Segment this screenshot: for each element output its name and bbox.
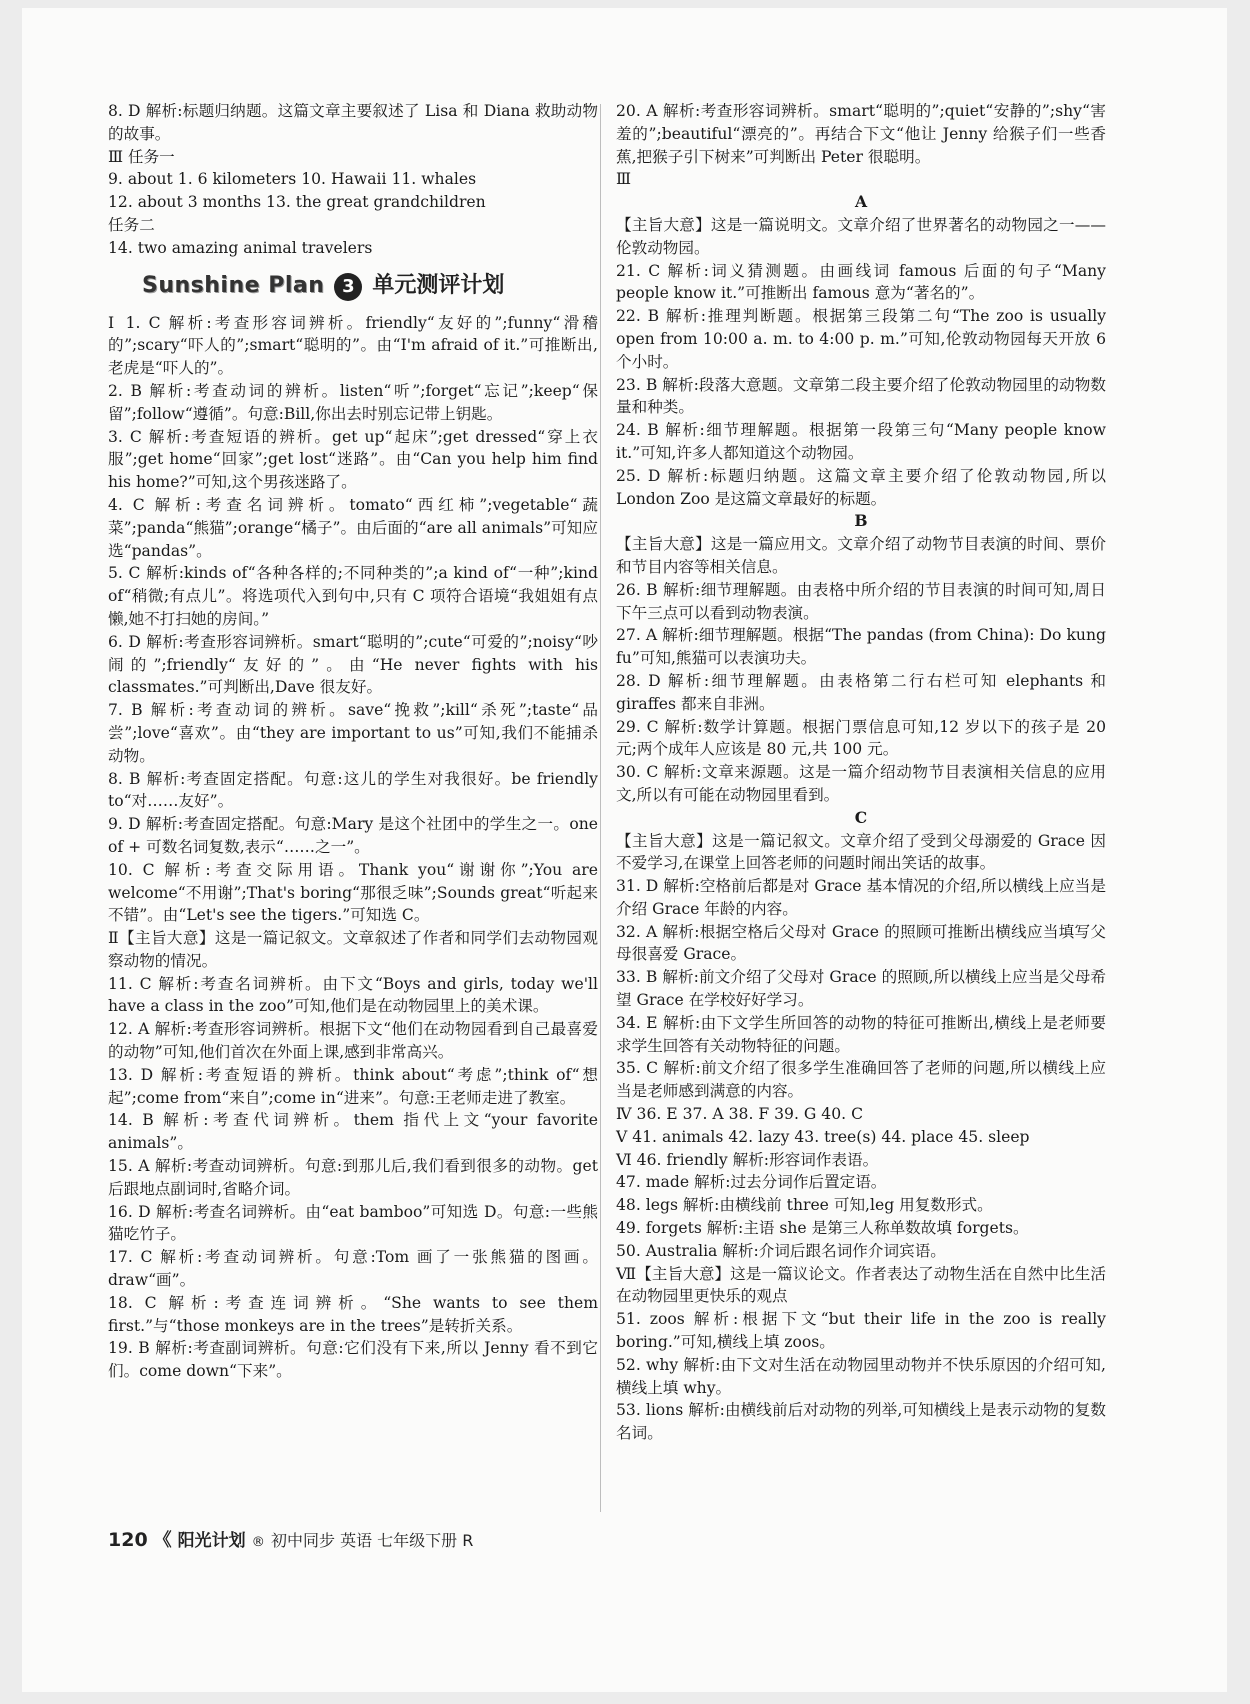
- answer-item: 12. about 3 months 13. the great grandchildren: [108, 193, 486, 212]
- answer-item: 17. C 解析:考查动词辨析。句意:Tom 画了一张熊猫的图画。draw“画”。: [108, 1248, 598, 1290]
- answer-item: 19. B 解析:考查副词辨析。句意:它们没有下来,所以 Jenny 看不到它们。come down“下来”。: [108, 1339, 598, 1381]
- answer-item: 27. A 解析:细节理解题。根据“The pandas (from China): Do kung fu”可知,熊猫可以表演功夫。: [616, 626, 1106, 668]
- answer-item: Ⅵ 46. friendly 解析:形容词作表语。: [616, 1150, 879, 1169]
- document-page: [22, 8, 1227, 1692]
- passage-heading: A: [854, 192, 868, 212]
- answer-item: 7. B 解析:考查动词的辨析。save“挽救”;kill“杀死”;taste“品尝”;love“喜欢”。由“they are important to us”可知,我们不能捕杀动物。: [108, 701, 598, 765]
- banner-plan-number: 3: [334, 273, 362, 301]
- answer-item: 47. made 解析:过去分词作后置定语。: [616, 1173, 887, 1192]
- section-marker: Ⅲ: [616, 170, 632, 189]
- left-column: [108, 100, 598, 1383]
- answer-item: 24. B 解析:细节理解题。根据第一段第三句“Many people know it.”可知,许多人都知道这个动物园。: [616, 421, 1106, 462]
- answer-item: 18. C 解析:考查连词辨析。“She wants to see them first.”与“those monkeys are in the trees”是转折关系。: [108, 1293, 598, 1335]
- brand-name: 阳光计划: [177, 1531, 246, 1551]
- page-number: 120: [108, 1529, 148, 1551]
- answer-item: 8. B 解析:考查固定搭配。句意:这儿的学生对我很好。be friendly to“对……友好”。: [108, 769, 598, 811]
- answer-item: 22. B 解析:推理判断题。根据第三段第二句“The zoo is usually open from 10:00 a. m. to 4:00 p. m.”可知,伦敦动物园每天开放 6 个小时。: [616, 307, 1106, 371]
- answer-item: Ⅴ 41. animals 42. lazy 43. tree(s) 44. place 45. sleep: [616, 1127, 1030, 1146]
- chevron-icon: 《: [153, 1530, 172, 1551]
- answer-item: 9. about 1. 6 kilometers 10. Hawaii 11. whales: [108, 170, 477, 189]
- banner-plan-text: Sunshine Plan: [142, 273, 325, 299]
- main-idea: 【主旨大意】这是一篇应用文。文章介绍了动物节目表演的时间、票价和节目内容等相关信息。: [616, 535, 1106, 576]
- answer-item: 28. D 解析:细节理解题。由表格第二行右栏可知 elephants 和 giraffes 都来自非洲。: [616, 671, 1106, 713]
- section-marker: Ⅲ 任务一: [108, 147, 175, 166]
- answer-item: 12. A 解析:考查形容词辨析。根据下文“他们在动物园看到自己最喜爱的动物”可知,他们首次在外面上课,感到非常高兴。: [108, 1020, 598, 1062]
- main-idea: Ⅱ【主旨大意】这是一篇记叙文。文章叙述了作者和同学们去动物园观察动物的情况。: [108, 929, 598, 970]
- answer-item: 31. D 解析:空格前后都是对 Grace 基本情况的介绍,所以横线上应当是介绍 Grace 年龄的内容。: [616, 877, 1106, 918]
- answer-item: 52. why 解析:由下文对生活在动物园里动物并不快乐原因的介绍可知,横线上填 why。: [616, 1355, 1106, 1397]
- answer-item: 14. B 解析:考查代词辨析。them 指代上文“your favorite animals”。: [108, 1111, 598, 1153]
- answer-item: 11. C 解析:考查名词辨析。由下文“Boys and girls, today we'll have a class in the zoo”可知,他们是在动物园里上的美术课。: [108, 974, 598, 1016]
- answer-item: 50. Australia 解析:介词后跟名词作介词宾语。: [616, 1241, 946, 1260]
- answer-item: 21. C 解析:词义猜测题。由画线词 famous 后面的句子“Many people know it.”可推断出 famous 意为“著名的”。: [616, 261, 1106, 303]
- answer-item: 25. D 解析:标题归纳题。这篇文章主要介绍了伦敦动物园,所以 London Zoo 是这篇文章最好的标题。: [616, 466, 1106, 508]
- answer-item: 4. C 解析:考查名词辨析。tomato“西红柿”;vegetable“蔬菜”;panda“熊猫”;orange“橘子”。由后面的“are all animals”可知应选“pandas”。: [108, 495, 598, 560]
- answer-item: 15. A 解析:考查动词辨析。句意:到那儿后,我们看到很多的动物。get 后跟地点副词时,省略介词。: [108, 1157, 598, 1198]
- answer-item: 48. legs 解析:由横线前 three 可知,leg 用复数形式。: [616, 1196, 993, 1215]
- answer-item: 3. C 解析:考查短语的辨析。get up“起床”;get dressed“穿上衣服”;get home“回家”;get lost“迷路”。由“Can you help him find his home?”可知,这个男孩迷路了。: [108, 427, 598, 492]
- answer-item: 30. C 解析:文章来源题。这是一篇介绍动物节目表演相关信息的应用文,所以有可能在动物园里看到。: [616, 763, 1106, 804]
- answer-item: 35. C 解析:前文介绍了很多学生准确回答了老师的问题,所以横线上应当是老师感到满意的内容。: [616, 1059, 1106, 1101]
- answer-item: 9. D 解析:考查固定搭配。句意:Mary 是这个社团中的学生之一。one of + 可数名词复数,表示“……之一”。: [108, 815, 598, 856]
- answer-item: 8. D 解析:标题归纳题。这篇文章主要叙述了 Lisa 和 Diana 救助动物的故事。: [108, 102, 598, 143]
- answer-item: 34. E 解析:由下文学生所回答的动物的特征可推断出,横线上是老师要求学生回答有关动物特征的问题。: [616, 1013, 1106, 1055]
- answer-item: Ⅰ 1. C 解析:考查形容词辨析。friendly“友好的”;funny“滑稽的”;scary“吓人的”;smart“聪明的”。由“I'm afraid of it.”可推断出,老虎是“吓人的”。: [108, 313, 598, 378]
- answer-item: 20. A 解析:考查形容词辨析。smart“聪明的”;quiet“安静的”;shy“害羞的”;beautiful“漂亮的”。再结合下文“他让 Jenny 给猴子们一些香蕉,把猴子引下树来”可判断出 Peter 很聪明。: [616, 102, 1106, 166]
- answer-item: 23. B 解析:段落大意题。文章第二段主要介绍了伦敦动物园里的动物数量和种类。: [616, 375, 1106, 417]
- column-divider: [600, 104, 601, 1512]
- main-idea: 【主旨大意】这是一篇说明文。文章介绍了世界著名的动物园之一——伦敦动物园。: [616, 215, 1106, 257]
- page-footer: [108, 1526, 473, 1552]
- answer-item: 26. B 解析:细节理解题。由表格中所介绍的节目表演的时间可知,周日下午三点可以看到动物表演。: [616, 580, 1106, 622]
- answer-item: 6. D 解析:考查形容词辨析。smart“聪明的”;cute“可爱的”;noisy“吵闹的”;friendly“友好的”。由“He never fights with his classmates.”可判断出,Dave 很友好。: [108, 632, 598, 697]
- answer-item: 10. C 解析:考查交际用语。Thank you“谢谢你”;You are welcome“不用谢”;That's boring“那很乏味”;Sounds great“听起来不错”。由“Let's see the tigers.”可知选 C。: [108, 860, 598, 925]
- answer-item: Ⅳ 36. E 37. A 38. F 39. G 40. C: [616, 1105, 863, 1124]
- answer-item: 49. forgets 解析:主语 she 是第三人称单数故填 forgets。: [616, 1219, 1029, 1238]
- answer-item: 53. lions 解析:由横线前后对动物的列举,可知横线上是表示动物的复数名词。: [616, 1401, 1106, 1443]
- unit-test-banner: [142, 264, 598, 310]
- registered-mark: ®: [251, 1535, 265, 1550]
- main-idea: Ⅶ【主旨大意】这是一篇议论文。作者表达了动物生活在自然中比生活在动物园里更快乐的观点: [616, 1264, 1106, 1306]
- passage-heading: B: [854, 511, 868, 531]
- passage-heading: C: [854, 807, 868, 827]
- answer-item: 14. two amazing animal travelers: [108, 238, 373, 257]
- answer-item: 33. B 解析:前文介绍了父母对 Grace 的照顾,所以横线上应当是父母希望 Grace 在学校好好学习。: [616, 968, 1106, 1010]
- answer-item: 16. D 解析:考查名词辨析。由“eat bamboo”可知选 D。句意:一些熊猫吃竹子。: [108, 1202, 598, 1244]
- answer-item: 2. B 解析:考查动词的辨析。listen“听”;forget“忘记”;keep“保留”;follow“遵循”。句意:Bill,你出去时别忘记带上钥匙。: [108, 381, 598, 423]
- answer-item: 51. zoos 解析:根据下文“but their life in the zoo is really boring.”可知,横线上填 zoos。: [616, 1310, 1106, 1352]
- answer-item: 32. A 解析:根据空格后父母对 Grace 的照顾可推断出横线应当填写父母很喜爱 Grace。: [616, 922, 1106, 964]
- answer-item: 29. C 解析:数学计算题。根据门票信息可知,12 岁以下的孩子是 20 元;两个成年人应该是 80 元,共 100 元。: [616, 717, 1106, 759]
- main-idea: 【主旨大意】这是一篇记叙文。文章介绍了受到父母溺爱的 Grace 因不爱学习,在课堂上回答老师的问题时闹出笑话的故事。: [616, 831, 1106, 873]
- section-marker: 任务二: [108, 215, 155, 234]
- answer-item: 13. D 解析:考查短语的辨析。think about“考虑”;think of“想起”;come from“来自”;come in“进来”。句意:王老师走进了教室。: [108, 1065, 598, 1107]
- answer-item: 5. C 解析:kinds of“各种各样的;不同种类的”;a kind of“一种”;kind of“稍微;有点儿”。将选项代入到句中,只有 C 项符合语境“我姐姐有点懒,她不打扫她的房间。”: [108, 564, 598, 628]
- banner-title: 单元测评计划: [372, 273, 505, 299]
- right-column: [616, 100, 1106, 1445]
- book-subtitle: 初中同步 英语 七年级下册 R: [271, 1531, 474, 1550]
